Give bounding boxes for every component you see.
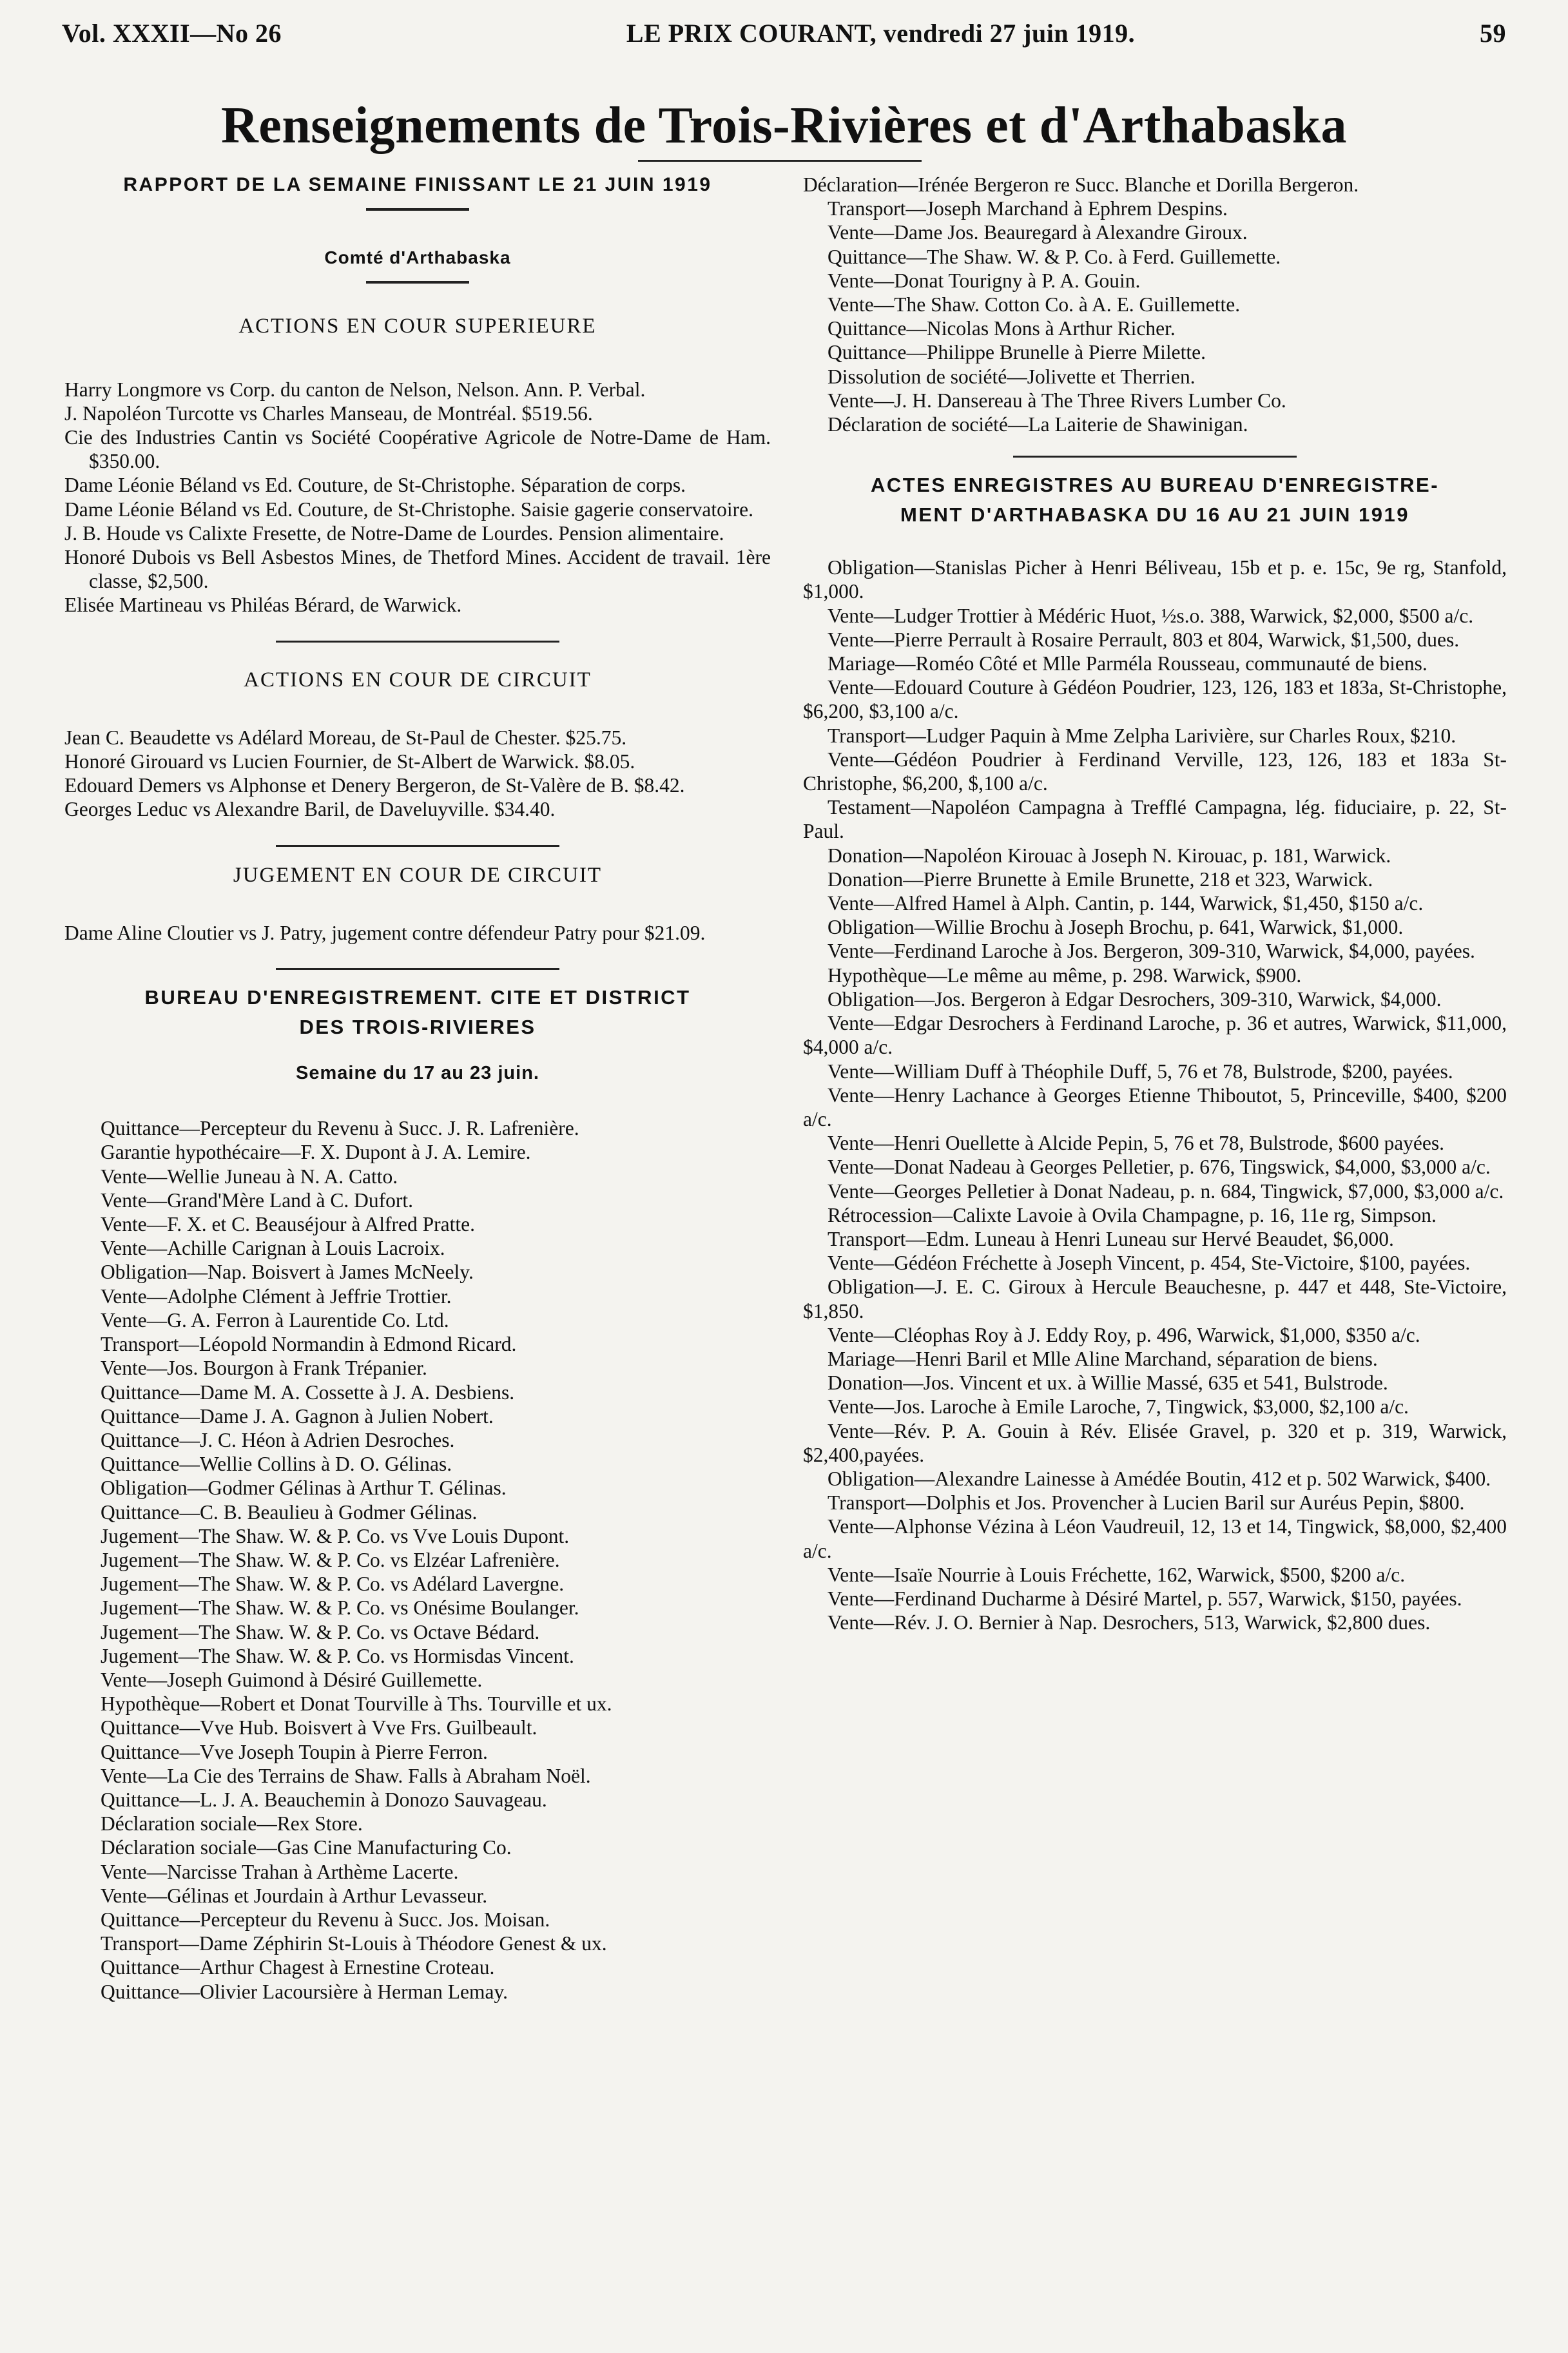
actes-heading-line2: MENT D'ARTHABASKA DU 16 AU 21 JUIN 1919 bbox=[900, 503, 1409, 527]
list-item: Vente—The Shaw. Cotton Co. à A. E. Guillemette. bbox=[828, 293, 1241, 316]
list-item: Vente—Pierre Perrault à Rosaire Perrault, 803 et 804, Warwick, $1,500, dues. bbox=[828, 628, 1460, 651]
title-rule bbox=[638, 160, 922, 162]
continued-registry-list bbox=[803, 197, 1507, 436]
list-item: Quittance—Wellie Collins à D. O. Gélinas. bbox=[101, 1453, 452, 1476]
list-item: Jugement—The Shaw. W. & P. Co. vs Hormisdas Vincent. bbox=[101, 1644, 574, 1667]
volume-number: Vol. XXXII—No 26 bbox=[62, 19, 282, 48]
list-item: Vente—Adolphe Clément à Jeffrie Trottier. bbox=[101, 1284, 452, 1308]
list-item: Quittance—Percepteur du Revenu à Succ. Jos. Moisan. bbox=[101, 1908, 550, 1931]
list-item: Vente—Gélinas et Jourdain à Arthur Levasseur. bbox=[101, 1884, 488, 1907]
judgment-list bbox=[64, 921, 771, 945]
list-item: Jugement—The Shaw. W. & P. Co. vs Elzéar Lafrenière. bbox=[101, 1548, 560, 1571]
rule bbox=[1013, 456, 1297, 458]
actes-heading-line1: ACTES ENREGISTRES AU BUREAU D'ENREGISTRE- bbox=[870, 474, 1440, 497]
list-item: Obligation—Jos. Bergeron à Edgar Desrochers, 309-310, Warwick, $4,000. bbox=[828, 987, 1442, 1011]
list-item: Quittance—J. C. Héon à Adrien Desroches. bbox=[101, 1428, 455, 1451]
list-item: Quittance—Dame M. A. Cossette à J. A. Desbiens. bbox=[101, 1380, 515, 1404]
list-item: Vente—Alfred Hamel à Alph. Cantin, p. 144, Warwick, $1,450, $150 a/c. bbox=[828, 892, 1424, 915]
list-item: Elisée Martineau vs Philéas Bérard, de Warwick. bbox=[64, 594, 462, 617]
list-item: Obligation—Alexandre Lainesse à Amédée Boutin, 412 et p. 502 Warwick, $400. bbox=[828, 1467, 1491, 1490]
newspaper-name-date: LE PRIX COURANT, vendredi 27 juin 1919. bbox=[626, 19, 1136, 48]
list-item: Mariage—Henri Baril et Mlle Aline Marchand, séparation de biens. bbox=[828, 1347, 1378, 1370]
list-item: Vente—Edouard Couture à Gédéon Poudrier, 123, 126, 183 et 183a, St-Christophe, $6,200, $3,100 a/c. bbox=[803, 676, 1507, 723]
list-item: Honoré Dubois vs Bell Asbestos Mines, de Thetford Mines. Accident de travail. 1ère classe, $2,500. bbox=[64, 546, 771, 593]
list-item: Vente—Narcisse Trahan à Arthème Lacerte. bbox=[101, 1860, 459, 1883]
list-item: Vente—Rév. J. O. Bernier à Nap. Desrochers, 513, Warwick, $2,800 dues. bbox=[828, 1611, 1431, 1634]
registry-list bbox=[64, 1116, 771, 2004]
registry-heading-line1: BUREAU D'ENREGISTREMENT. CITE ET DISTRICT bbox=[144, 986, 691, 1009]
list-item: Vente—Henry Lachance à Georges Etienne Thiboutot, 5, Princeville, $400, $200 a/c. bbox=[803, 1083, 1507, 1130]
list-item: Vente—Edgar Desrochers à Ferdinand Laroche, p. 36 et autres, Warwick, $11,000, $4,000 a/c. bbox=[803, 1012, 1507, 1059]
rule bbox=[276, 968, 559, 970]
list-item: Quittance—The Shaw. W. & P. Co. à Ferd. Guillemette. bbox=[828, 245, 1281, 268]
list-item: Déclaration—Irénée Bergeron re Succ. Blanche et Dorilla Bergeron. bbox=[803, 173, 1359, 196]
list-item: Vente—La Cie des Terrains de Shaw. Falls à Abraham Noël. bbox=[101, 1764, 591, 1787]
list-item: Jean C. Beaudette vs Adélard Moreau, de St-Paul de Chester. $25.75. bbox=[64, 726, 627, 749]
list-item: Vente—Donat Nadeau à Georges Pelletier, p. 676, Tingswick, $4,000, $3,000 a/c. bbox=[828, 1156, 1491, 1179]
continued-list-first bbox=[803, 173, 1507, 197]
list-item: Quittance—Olivier Lacoursière à Herman Lemay. bbox=[101, 1980, 508, 2003]
list-item: Mariage—Roméo Côté et Mlle Parméla Rousseau, communauté de biens. bbox=[828, 652, 1428, 675]
judgment-heading: JUGEMENT EN COUR DE CIRCUIT bbox=[233, 863, 603, 887]
list-item: Obligation—Godmer Gélinas à Arthur T. Gélinas. bbox=[101, 1477, 507, 1500]
list-item: Transport—Joseph Marchand à Ephrem Despins. bbox=[828, 197, 1228, 220]
list-item: Rétrocession—Calixte Lavoie à Ovila Champagne, p. 16, 11e rg, Simpson. bbox=[828, 1203, 1437, 1226]
list-item: Vente—Gédéon Fréchette à Joseph Vincent, p. 454, Ste-Victoire, $100, payées. bbox=[828, 1252, 1471, 1275]
county-heading: Comté d'Arthabaska bbox=[324, 247, 511, 268]
registry-heading-line2: DES TROIS-RIVIERES bbox=[299, 1016, 536, 1039]
rule bbox=[366, 208, 469, 211]
page-number: 59 bbox=[1479, 19, 1506, 48]
list-item: Obligation—Nap. Boisvert à James McNeely. bbox=[101, 1261, 474, 1284]
list-item: Déclaration de société—La Laiterie de Shawinigan. bbox=[828, 413, 1248, 436]
list-item: Vente—G. A. Ferron à Laurentide Co. Ltd. bbox=[101, 1308, 449, 1331]
list-item: Obligation—J. E. C. Giroux à Hercule Beauchesne, p. 447 et 448, Ste-Victoire, $1,850. bbox=[803, 1275, 1507, 1322]
page-title: Renseignements de Trois-Rivières et d'Arthabaska bbox=[221, 97, 1347, 154]
list-item: Dame Aline Cloutier vs J. Patry, jugement contre défendeur Patry pour $21.09. bbox=[64, 921, 706, 944]
list-item: Vente—Joseph Guimond à Désiré Guillemette. bbox=[101, 1668, 483, 1691]
list-item: Vente—Alphonse Vézina à Léon Vaudreuil, 12, 13 et 14, Tingwick, $8,000, $2,400 a/c. bbox=[803, 1515, 1507, 1562]
list-item: Vente—Ferdinand Ducharme à Désiré Martel, p. 557, Warwick, $150, payées. bbox=[828, 1587, 1462, 1610]
list-item: Harry Longmore vs Corp. du canton de Nelson, Nelson. Ann. P. Verbal. bbox=[64, 378, 646, 401]
list-item: Vente—F. X. et C. Beauséjour à Alfred Pratte. bbox=[101, 1213, 475, 1236]
list-item: Transport—Dolphis et Jos. Provencher à Lucien Baril sur Auréus Pepin, $800. bbox=[828, 1491, 1465, 1515]
list-item: Obligation—Stanislas Picher à Henri Béliveau, 15b et p. e. 15c, 9e rg, Stanfold, $1,000. bbox=[803, 556, 1507, 603]
list-item: Vente—J. H. Dansereau à The Three Rivers Lumber Co. bbox=[828, 389, 1286, 412]
list-item: Quittance—Dame J. A. Gagnon à Julien Nobert. bbox=[101, 1404, 494, 1428]
list-item: Donation—Jos. Vincent et ux. à Willie Massé, 635 et 541, Bulstrode. bbox=[828, 1371, 1388, 1395]
list-item: Vente—Georges Pelletier à Donat Nadeau, p. n. 684, Tingwick, $7,000, $3,000 a/c. bbox=[828, 1179, 1504, 1203]
list-item: Dame Léonie Béland vs Ed. Couture, de St-Christophe. Saisie gagerie conservatoire. bbox=[64, 498, 753, 521]
list-item: Quittance—L. J. A. Beauchemin à Donozo Sauvageau. bbox=[101, 1788, 547, 1811]
list-item: Donation—Napoléon Kirouac à Joseph N. Kirouac, p. 181, Warwick. bbox=[828, 844, 1391, 867]
list-item: Vente—Grand'Mère Land à C. Dufort. bbox=[101, 1188, 414, 1212]
running-header bbox=[62, 18, 1506, 48]
list-item: Vente—Gédéon Poudrier à Ferdinand Verville, 123, 126, 183 et 183a St-Christophe, $6,200, $,100 a/c. bbox=[803, 748, 1507, 795]
list-item: Cie des Industries Cantin vs Société Coopérative Agricole de Notre-Dame de Ham. $350.00. bbox=[64, 426, 771, 473]
list-item: Jugement—The Shaw. W. & P. Co. vs Onésime Boulanger. bbox=[101, 1596, 579, 1620]
list-item: Jugement—The Shaw. W. & P. Co. vs Adélard Lavergne. bbox=[101, 1573, 565, 1596]
rule bbox=[366, 281, 469, 284]
list-item: Transport—Edm. Luneau à Henri Luneau sur Hervé Beaudet, $6,000. bbox=[828, 1227, 1394, 1250]
actes-list bbox=[803, 556, 1507, 1634]
list-item: Vente—Ludger Trottier à Médéric Huot, ½s.o. 388, Warwick, $2,000, $500 a/c. bbox=[828, 604, 1474, 627]
list-item: Georges Leduc vs Alexandre Baril, de Daveluyville. $34.40. bbox=[64, 798, 556, 821]
list-item: Hypothèque—Robert et Donat Tourville à Ths. Tourville et ux. bbox=[101, 1692, 612, 1716]
rule bbox=[276, 641, 559, 643]
superior-court-list bbox=[64, 378, 771, 617]
list-item: Garantie hypothécaire—F. X. Dupont à J. A. Lemire. bbox=[101, 1141, 531, 1164]
list-item: Honoré Girouard vs Lucien Fournier, de St-Albert de Warwick. $8.05. bbox=[64, 750, 635, 773]
list-item: Vente—William Duff à Théophile Duff, 5, 76 et 78, Bulstrode, $200, payées. bbox=[828, 1060, 1453, 1083]
list-item: Quittance—Vve Joseph Toupin à Pierre Ferron. bbox=[101, 1740, 488, 1763]
list-item: Quittance—Nicolas Mons à Arthur Richer. bbox=[828, 317, 1176, 340]
list-item: Testament—Napoléon Campagna à Trefflé Campagna, lég. fiduciaire, p. 22, St-Paul. bbox=[803, 796, 1507, 843]
list-item: Dissolution de société—Jolivette et Therrien. bbox=[828, 365, 1195, 388]
circuit-court-heading: ACTIONS EN COUR DE CIRCUIT bbox=[244, 668, 592, 692]
list-item: Vente—Jos. Bourgon à Frank Trépanier. bbox=[101, 1357, 427, 1380]
report-heading: RAPPORT DE LA SEMAINE FINISSANT LE 21 JUIN 1919 bbox=[123, 174, 712, 195]
left-column bbox=[64, 173, 771, 2004]
list-item: Quittance—C. B. Beaulieu à Godmer Gélinas. bbox=[101, 1500, 478, 1524]
list-item: Hypothèque—Le même au même, p. 298. Warwick, $900. bbox=[828, 963, 1302, 987]
list-item: Dame Léonie Béland vs Ed. Couture, de St-Christophe. Séparation de corps. bbox=[64, 474, 686, 497]
list-item: Déclaration sociale—Gas Cine Manufacturing Co. bbox=[101, 1836, 512, 1859]
list-item: Vente—Donat Tourigny à P. A. Gouin. bbox=[828, 269, 1141, 292]
list-item: Vente—Ferdinand Laroche à Jos. Bergeron, 309-310, Warwick, $4,000, payées. bbox=[828, 940, 1475, 963]
list-item: Vente—Jos. Laroche à Emile Laroche, 7, Tingwick, $3,000, $2,100 a/c. bbox=[828, 1395, 1409, 1419]
list-item: Jugement—The Shaw. W. & P. Co. vs Vve Louis Dupont. bbox=[101, 1524, 570, 1547]
superior-court-heading: ACTIONS EN COUR SUPERIEURE bbox=[238, 315, 597, 338]
list-item: Transport—Dame Zéphirin St-Louis à Théodore Genest & ux. bbox=[101, 1932, 607, 1955]
week-heading: Semaine du 17 au 23 juin. bbox=[296, 1063, 539, 1084]
right-column bbox=[803, 173, 1507, 1634]
list-item: Donation—Pierre Brunette à Emile Brunette, 218 et 323, Warwick. bbox=[828, 867, 1373, 891]
list-item: Transport—Léopold Normandin à Edmond Ricard. bbox=[101, 1333, 517, 1356]
list-item: Vente—Cléophas Roy à J. Eddy Roy, p. 496, Warwick, $1,000, $350 a/c. bbox=[828, 1323, 1420, 1346]
list-item: Vente—Isaïe Nourrie à Louis Fréchette, 162, Warwick, $500, $200 a/c. bbox=[828, 1563, 1406, 1586]
list-item: Transport—Ludger Paquin à Mme Zelpha Larivière, sur Charles Roux, $210. bbox=[828, 724, 1457, 747]
list-item: Quittance—Vve Hub. Boisvert à Vve Frs. Guilbeault. bbox=[101, 1716, 537, 1739]
list-item: Vente—Dame Jos. Beauregard à Alexandre Giroux. bbox=[828, 221, 1248, 244]
list-item: Jugement—The Shaw. W. & P. Co. vs Octave Bédard. bbox=[101, 1620, 540, 1643]
list-item: Vente—Wellie Juneau à N. A. Catto. bbox=[101, 1165, 398, 1188]
list-item: Vente—Henri Ouellette à Alcide Pepin, 5, 76 et 78, Bulstrode, $600 payées. bbox=[828, 1132, 1445, 1155]
list-item: Vente—Achille Carignan à Louis Lacroix. bbox=[101, 1237, 445, 1260]
list-item: Quittance—Philippe Brunelle à Pierre Milette. bbox=[828, 341, 1206, 364]
list-item: Déclaration sociale—Rex Store. bbox=[101, 1812, 363, 1835]
list-item: Vente—Rév. P. A. Gouin à Rév. Elisée Gravel, p. 320 et p. 319, Warwick, $2,400,payées. bbox=[803, 1419, 1507, 1466]
list-item: J. Napoléon Turcotte vs Charles Manseau, de Montréal. $519.56. bbox=[64, 402, 593, 425]
list-item: Quittance—Arthur Chagest à Ernestine Croteau. bbox=[101, 1956, 495, 1979]
rule bbox=[276, 845, 559, 847]
circuit-court-list bbox=[64, 726, 771, 822]
list-item: Obligation—Willie Brochu à Joseph Brochu, p. 641, Warwick, $1,000. bbox=[828, 916, 1404, 939]
list-item: J. B. Houde vs Calixte Fresette, de Notre-Dame de Lourdes. Pension alimentaire. bbox=[64, 521, 724, 545]
list-item: Edouard Demers vs Alphonse et Denery Bergeron, de St-Valère de B. $8.42. bbox=[64, 774, 685, 797]
list-item: Quittance—Percepteur du Revenu à Succ. J. R. Lafrenière. bbox=[101, 1117, 579, 1140]
